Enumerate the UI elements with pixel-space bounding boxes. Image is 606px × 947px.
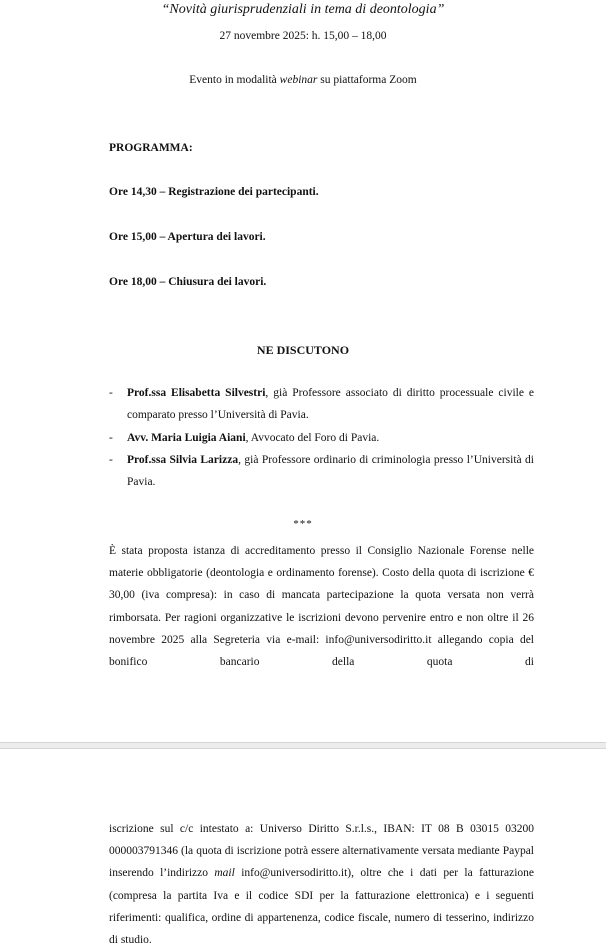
registration-paragraph: È stata proposta istanza di accreditamento presso il Consiglio Nazionale Forense nelle materie obbligatorie (deontologia e ordinamento forense). Costo della quota di iscrizione € 30,00 (iva compresa): in caso di mancata partecipazione la quota versata non verrà rimborsata. Per ragioni organizzative le iscrizioni devono pervenire entro e non oltre il 26 novembre 2025 alla Segreteria via e-mail: info@universodiritto.it allegando copia del bonifico bancario della quota di bbox=[109, 545, 534, 669]
event-mode bbox=[0, 74, 606, 86]
speaker-description: , già Professore ordinario di criminologia presso l’Università di Pavia. bbox=[127, 454, 534, 488]
speakers-heading: NE DISCUTONO bbox=[256, 343, 350, 357]
payment-text-part2: info@universodiritto.it), oltre che i dati per la fatturazione (compresa la partita Iva e il codice SDI per la fatturazione elettronica) e i seguenti riferimenti: qualifica, ordine di appartenenza, codice fiscale, numero di tesserino, indirizzo di studio. bbox=[109, 867, 535, 947]
list-bullet: - bbox=[109, 432, 113, 444]
list-bullet: - bbox=[109, 454, 113, 466]
section-separator: *** bbox=[293, 518, 313, 530]
schedule-item: Ore 18,00 – Chiusura dei lavori. bbox=[109, 276, 267, 288]
schedule-item: Ore 14,30 – Registrazione dei partecipanti. bbox=[109, 186, 319, 198]
speaker-item bbox=[127, 449, 534, 493]
speaker-item bbox=[127, 427, 534, 449]
speaker-item bbox=[127, 382, 534, 426]
list-bullet: - bbox=[109, 387, 113, 399]
payment-text-italic: mail bbox=[214, 867, 235, 880]
payment-paragraph bbox=[109, 818, 534, 947]
speaker-description: , già Professore associato di diritto processuale civile e comparato presso l’Università di Pavia. bbox=[127, 387, 534, 421]
speaker-name: Prof.ssa Elisabetta Silvestri bbox=[127, 387, 266, 399]
speaker-description: , Avvocato del Foro di Pavia. bbox=[245, 432, 380, 444]
document-page-2 bbox=[0, 749, 606, 947]
event-title: “Novità giurisprudenziali in tema di deontologia” bbox=[161, 2, 445, 17]
event-mode-webinar: webinar bbox=[279, 74, 318, 86]
page-break bbox=[0, 742, 606, 749]
payment-text-part1: iscrizione sul c/c intestato a: Universo Diritto S.r.l.s., IBAN: IT 08 B 03015 03200 000003791346 (la quota di iscrizione potrà essere alternativamente versata mediante Paypal inserendo l’indirizzo bbox=[109, 823, 534, 880]
speaker-name: Prof.ssa Silvia Larizza bbox=[127, 454, 239, 466]
event-mode-suffix: su piattaforma Zoom bbox=[317, 74, 417, 86]
event-date: 27 novembre 2025: h. 15,00 – 18,00 bbox=[219, 30, 387, 42]
speaker-name: Avv. Maria Luigia Aiani bbox=[127, 432, 246, 444]
programma-heading: PROGRAMMA: bbox=[109, 142, 193, 154]
event-mode-prefix: Evento in modalità bbox=[189, 74, 280, 86]
schedule-item: Ore 15,00 – Apertura dei lavori. bbox=[109, 231, 266, 243]
